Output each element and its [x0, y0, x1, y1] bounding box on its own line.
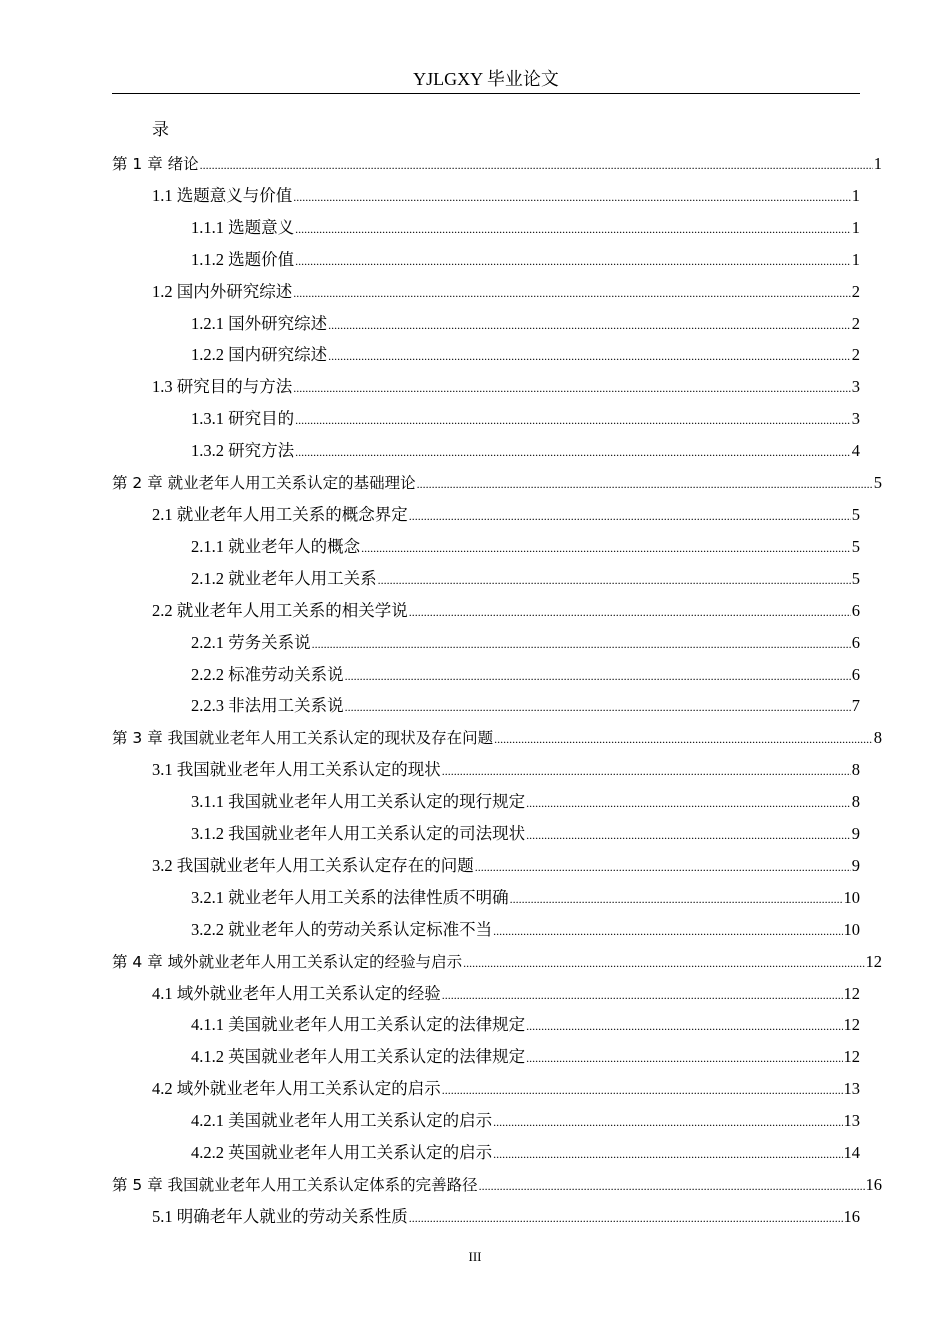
toc-entry-page: 1 [851, 249, 860, 269]
toc-entry-page: 2 [851, 313, 860, 333]
toc-entry[interactable] [112, 946, 882, 978]
toc-entry-page: 5 [851, 504, 860, 524]
toc-dot-leader [345, 661, 851, 693]
toc-entry-title: 3.2.1 就业老年人用工关系的法律性质不明确 [191, 887, 509, 907]
toc-entry-page: 8 [873, 728, 882, 748]
toc-entry[interactable] [112, 786, 882, 818]
toc-entry[interactable] [112, 371, 882, 403]
toc-dot-leader [493, 916, 842, 948]
toc-dot-leader [295, 246, 851, 278]
toc-dot-leader [493, 1107, 842, 1139]
toc-entry-title: 3.2 我国就业老年人用工关系认定存在的问题 [152, 855, 474, 875]
toc-entry-title: 4.1.2 英国就业老年人用工关系认定的法律规定 [191, 1047, 526, 1067]
toc-entry-page: 12 [843, 1015, 860, 1035]
toc-entry[interactable] [112, 1105, 882, 1137]
toc-dot-leader [312, 629, 851, 661]
toc-entry[interactable] [112, 435, 882, 467]
toc-entry-page: 5 [851, 568, 860, 588]
toc-entry-page: 6 [851, 632, 860, 652]
toc-entry-page: 12 [843, 983, 860, 1003]
toc-dot-leader [493, 1139, 842, 1171]
toc-entry[interactable] [112, 722, 882, 754]
toc-entry-title: 2.2.2 标准劳动关系说 [191, 664, 344, 684]
toc-dot-leader [293, 373, 851, 405]
toc-dot-leader [526, 788, 851, 820]
toc-entry-page: 9 [851, 855, 860, 875]
toc-entry-page: 2 [851, 281, 860, 301]
toc-entry-page: 8 [851, 760, 860, 780]
toc-dot-leader [442, 756, 851, 788]
toc-entry[interactable] [112, 754, 882, 786]
toc-entry-page: 12 [865, 951, 882, 971]
toc-entry-page: 2 [851, 345, 860, 365]
toc-dot-leader [526, 820, 851, 852]
toc-entry[interactable] [112, 595, 882, 627]
toc-entry-page: 3 [851, 377, 860, 397]
toc-dot-leader [378, 565, 851, 597]
toc-dot-leader [510, 884, 843, 916]
toc-dot-leader [345, 692, 851, 724]
toc-entry-title: 2.2.3 非法用工关系说 [191, 696, 344, 716]
toc-entry-page: 5 [873, 473, 882, 493]
toc-dot-leader [409, 597, 851, 629]
toc-entry-title: 1.2 国内外研究综述 [152, 281, 293, 301]
toc-dot-leader [409, 1203, 843, 1235]
toc-entry-page: 14 [843, 1143, 860, 1163]
toc-dot-leader [442, 1075, 843, 1107]
toc-dot-leader [328, 341, 851, 373]
toc-entry[interactable] [112, 818, 882, 850]
toc-entry-page: 1 [873, 154, 882, 173]
toc-entry-title: 3.1 我国就业老年人用工关系认定的现状 [152, 760, 441, 780]
toc-entry[interactable] [112, 690, 882, 722]
toc-entry-title: 1.2.1 国外研究综述 [191, 313, 328, 333]
toc-entry-page: 7 [851, 696, 860, 716]
toc-dot-leader [361, 533, 851, 565]
toc-entry[interactable] [112, 244, 882, 276]
toc-entry-title: 4.2.2 英国就业老年人用工关系认定的启示 [191, 1143, 493, 1163]
toc-entry-page: 13 [843, 1111, 860, 1131]
toc-dot-leader [526, 1011, 842, 1043]
toc-dot-leader [417, 469, 873, 501]
toc-entry-page: 13 [843, 1079, 860, 1099]
toc-entry[interactable] [112, 850, 882, 882]
toc-entry[interactable] [112, 467, 882, 499]
toc-entry[interactable] [112, 563, 882, 595]
toc-entry[interactable] [112, 1041, 882, 1073]
toc-entry[interactable] [112, 276, 882, 308]
toc-entry[interactable] [112, 978, 882, 1010]
toc-entry-page: 6 [851, 664, 860, 684]
toc-entry-title: 2.1.1 就业老年人的概念 [191, 536, 361, 556]
toc-entry-page: 10 [843, 887, 860, 907]
toc-entry-title: 1.1.2 选题价值 [191, 249, 295, 269]
toc-dot-leader [475, 852, 851, 884]
toc-entry[interactable] [112, 882, 882, 914]
toc-entry-page: 4 [851, 441, 860, 461]
toc-entry-page: 1 [851, 185, 860, 205]
header-rule [112, 93, 860, 94]
toc-entry[interactable] [112, 627, 882, 659]
toc-entry[interactable] [112, 308, 882, 340]
toc-entry[interactable] [112, 148, 882, 180]
toc-entry-page: 16 [843, 1206, 860, 1226]
toc-entry[interactable] [112, 1137, 882, 1169]
toc-entry-title: 4.2.1 美国就业老年人用工关系认定的启示 [191, 1111, 493, 1131]
toc-entry-title: 2.1 就业老年人用工关系的概念界定 [152, 504, 408, 524]
toc-entry[interactable] [112, 180, 882, 212]
toc-entry[interactable] [112, 914, 882, 946]
toc-entry-title: 3.2.2 就业老年人的劳动关系认定标准不当 [191, 919, 493, 939]
toc-dot-leader [293, 182, 851, 214]
toc-entry-title: 第 1 章 绪论 [112, 155, 199, 173]
toc-entry-page: 6 [851, 600, 860, 620]
toc-entry-title: 1.1.1 选题意义 [191, 217, 295, 237]
toc-dot-leader [409, 501, 851, 533]
toc-entry-title: 4.1.1 美国就业老年人用工关系认定的法律规定 [191, 1015, 526, 1035]
toc-entry-title: 1.1 选题意义与价值 [152, 185, 293, 205]
toc-entry-title: 第 4 章 域外就业老年人用工关系认定的经验与启示 [112, 952, 463, 971]
toc-entry[interactable] [112, 403, 882, 435]
toc-dot-leader [295, 214, 851, 246]
toc-entry-title: 4.1 域外就业老年人用工关系认定的经验 [152, 983, 441, 1003]
toc-entry-page: 3 [851, 409, 860, 429]
toc-dot-leader [328, 310, 851, 342]
toc-entry-title: 4.2 域外就业老年人用工关系认定的启示 [152, 1079, 441, 1099]
toc-entry-title: 第 3 章 我国就业老年人用工关系认定的现状及存在问题 [112, 729, 494, 748]
toc-entry[interactable] [112, 339, 882, 371]
toc-dot-leader [295, 405, 851, 437]
toc-dot-leader [494, 724, 873, 756]
toc-entry[interactable] [112, 1201, 882, 1233]
toc-entry-title: 1.3 研究目的与方法 [152, 377, 293, 397]
toc-entry-page: 5 [851, 536, 860, 556]
toc-entry[interactable] [112, 1073, 882, 1105]
toc-entry-title: 3.1.1 我国就业老年人用工关系认定的现行规定 [191, 792, 526, 812]
toc-entry-page: 16 [865, 1175, 882, 1194]
page-header-title: YJLGXY 毕业论文 [413, 69, 559, 89]
toc-dot-leader [293, 278, 851, 310]
toc-entry-page: 10 [843, 919, 860, 939]
toc-dot-leader [442, 980, 843, 1012]
toc-dot-leader [479, 1171, 865, 1203]
toc-entry-title: 3.1.2 我国就业老年人用工关系认定的司法现状 [191, 824, 526, 844]
page-number: III [468, 1249, 482, 1264]
toc-dot-leader [200, 150, 873, 182]
toc-entry-title: 2.1.2 就业老年人用工关系 [191, 568, 377, 588]
toc-entry-page: 12 [843, 1047, 860, 1067]
toc-entry-page: 1 [851, 217, 860, 237]
toc-heading: 录 [152, 120, 169, 139]
toc-entry-title: 2.2 就业老年人用工关系的相关学说 [152, 600, 408, 620]
toc-entry[interactable] [112, 531, 882, 563]
toc-entry-title: 第 2 章 就业老年人用工关系认定的基础理论 [112, 474, 416, 493]
toc-entry[interactable] [112, 1169, 882, 1201]
toc-dot-leader [463, 948, 864, 980]
toc-entry-title: 2.2.1 劳务关系说 [191, 632, 311, 652]
toc-entry-title: 第 5 章 我国就业老年人用工关系认定体系的完善路径 [112, 1176, 478, 1194]
toc-entry[interactable] [112, 212, 882, 244]
toc-entry-title: 1.3.2 研究方法 [191, 441, 295, 461]
table-of-contents [112, 148, 882, 1233]
toc-entry-page: 9 [851, 824, 860, 844]
toc-dot-leader [526, 1043, 842, 1075]
toc-dot-leader [295, 437, 851, 469]
toc-entry[interactable] [112, 1009, 882, 1041]
toc-entry[interactable] [112, 499, 882, 531]
toc-entry-page: 8 [851, 792, 860, 812]
toc-entry[interactable] [112, 659, 882, 691]
toc-entry-title: 1.3.1 研究目的 [191, 409, 295, 429]
toc-entry-title: 5.1 明确老年人就业的劳动关系性质 [152, 1206, 408, 1226]
toc-entry-title: 1.2.2 国内研究综述 [191, 345, 328, 365]
